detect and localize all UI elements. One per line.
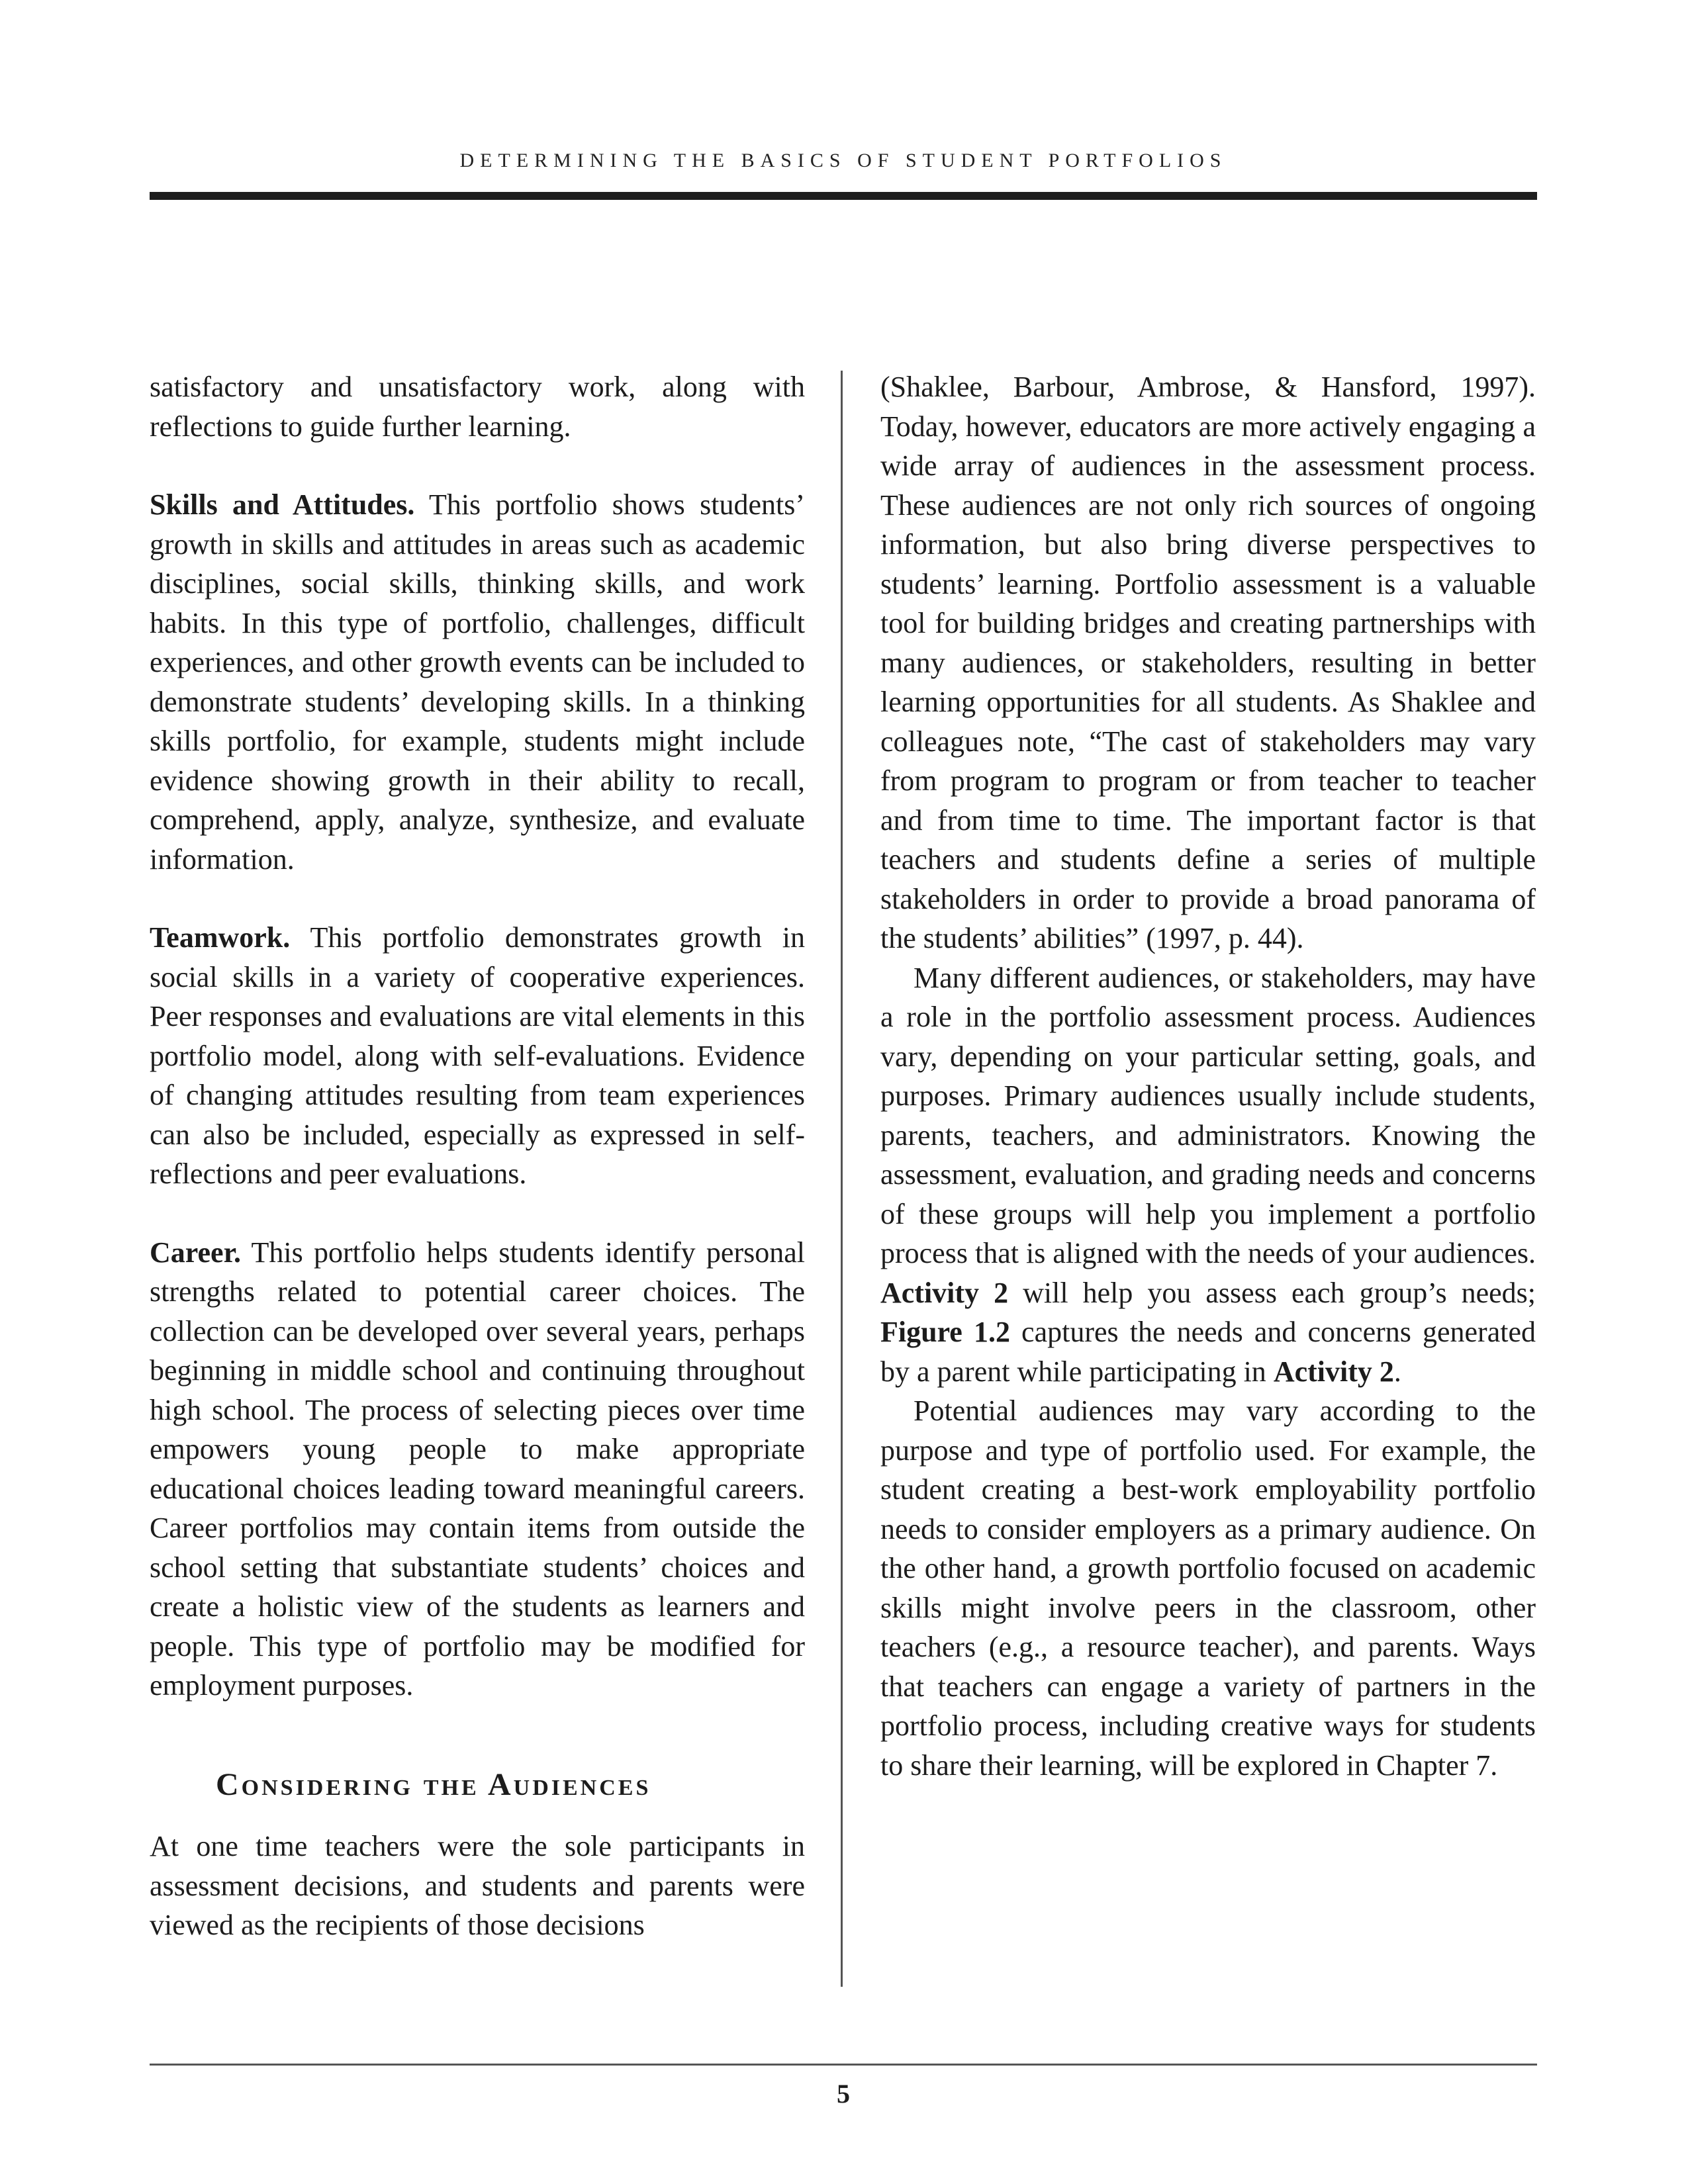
page-number: 5 <box>837 2079 850 2109</box>
stakeholders-text-b: will help you assess each group’s needs; <box>1008 1276 1536 1309</box>
paragraph-potential-audiences: Potential audiences may vary according to the purpose and type of portfolio used. For example, the student creating a best-work employability portfolio needs to consider employers as a primary audience. On the other hand, a growth portfolio focused on academic skills might involve peers in the classroom, other teachers (e.g., a resource teacher), and parents. Ways that teachers can engage a variety of partners in the portfolio process, including creative ways for students to share their learning, will be explored in Chapter 7. <box>880 1394 1536 1782</box>
activity-2-reference-second: Activity 2 <box>1273 1355 1394 1388</box>
column-divider <box>841 371 843 1987</box>
activity-2-reference: Activity 2 <box>880 1276 1009 1309</box>
header-rule <box>150 192 1537 200</box>
footer-rule <box>150 2064 1537 2066</box>
stakeholders-text-c: captures the needs and concerns generated by a parent while participating in <box>880 1316 1536 1388</box>
figure-1-2-reference: Figure 1.2 <box>880 1316 1010 1348</box>
paragraph-intro-continuation: satisfactory and unsatisfactory work, along with reflections to guide further learning. <box>150 371 805 443</box>
section-heading-audiences: Considering the Audiences <box>216 1766 651 1802</box>
run-in-heading-skills: Skills and Attitudes. <box>150 488 415 521</box>
paragraph-audiences-start: At one time teachers were the sole participants in assessment decisions, and students and parents were viewed as the recipients of those decisions <box>150 1830 805 1941</box>
skills-text: This portfolio shows students’ growth in skills and attitudes in areas such as academic disciplines, social skills, thinking skills, and work habits. In this type of portfolio, challenges, difficult experiences, and other growth events can be included to demonstrate students’ developing skills. In a thinking skills portfolio, for example, students might include evidence showing growth in their ability to recall, comprehend, apply, analyze, synthesize, and evaluate information. <box>150 488 805 876</box>
running-head: DETERMINING THE BASICS OF STUDENT PORTFOLIOS <box>459 150 1227 171</box>
paragraph-audiences-continued: (Shaklee, Barbour, Ambrose, & Hansford, 1997). Today, however, educators are more actively engaging a wide array of audiences in the assessment process. These audiences are not only rich sources of ongoing information, but also bring diverse perspectives to students’ learning. Portfolio assessment is a valuable tool for building bridges and creating partnerships with many audiences, or stakeholders, resulting in better learning opportunities for all students. As Shaklee and colleagues note, “The cast of stakeholders may vary from program to program or from teacher to teacher and from time to time. The important factor is that teachers and students define a series of multiple stakeholders in order to provide a broad panorama of the students’ abilities” (1997, p. 44). <box>880 371 1536 954</box>
right-column <box>880 367 1536 1785</box>
career-text: This portfolio helps students identify personal strengths related to potential career choices. The collection can be developed over several years, perhaps beginning in middle school and continuing throughout high school. The process of selecting pieces over time empowers young people to make appropriate educational choices leading toward meaningful careers. Career portfolios may contain items from outside the school setting that substantiate students’ choices and create a holistic view of the students as learners and people. This type of portfolio may be modified for employment purposes. <box>150 1236 805 1702</box>
paragraph-teamwork <box>150 918 805 1194</box>
stakeholders-text-a: Many different audiences, or stakeholders, may have a role in the portfolio assessment process. Audiences vary, depending on your particular setting, goals, and purposes. Primary audiences usually include students, parents, teachers, and administrators. Knowing the assessment, evaluation, and grading needs and concerns of these groups will help you implement a portfolio process that is aligned with the needs of your audiences. <box>880 961 1536 1269</box>
teamwork-text: This portfolio demonstrates growth in social skills in a variety of cooperative experiences. Peer responses and evaluations are vital elements in this portfolio model, along with self-evaluations. Evidence of changing attitudes resulting from team experiences can also be included, especially as expressed in self-reflections and peer evaluations. <box>150 921 805 1190</box>
paragraph-stakeholders <box>880 958 1536 1392</box>
left-column <box>150 367 805 1945</box>
stakeholders-text-d: . <box>1393 1355 1401 1388</box>
paragraph-career <box>150 1233 805 1706</box>
run-in-heading-teamwork: Teamwork. <box>150 921 291 954</box>
paragraph-skills-and-attitudes <box>150 485 805 879</box>
run-in-heading-career: Career. <box>150 1236 242 1269</box>
